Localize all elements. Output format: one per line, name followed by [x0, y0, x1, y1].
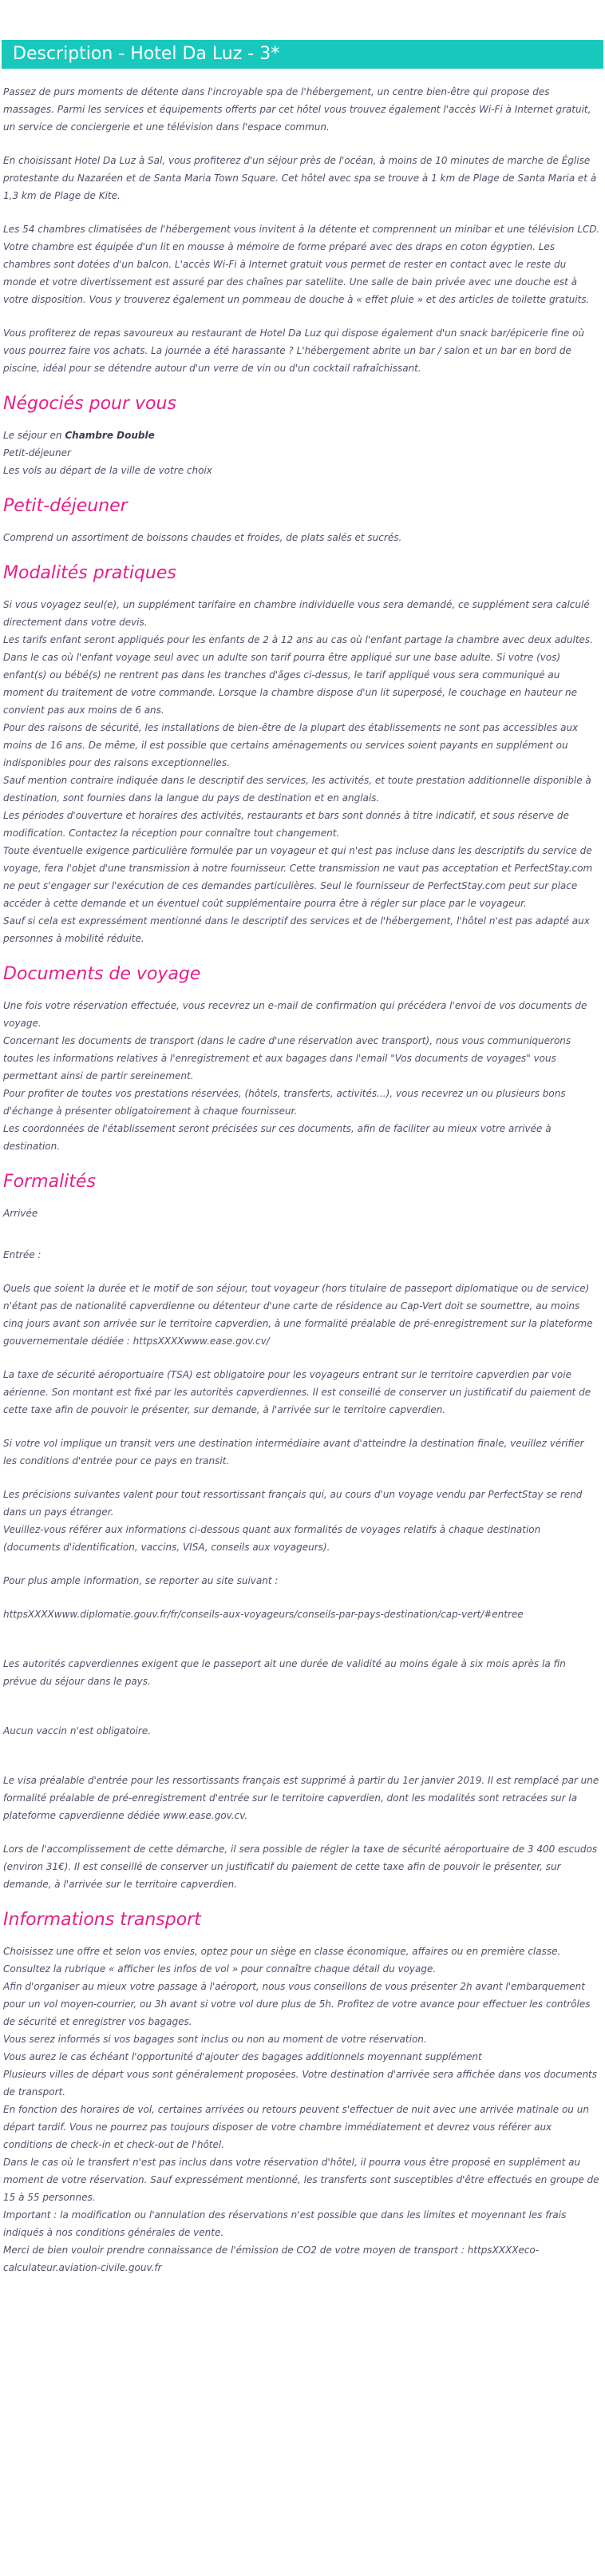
petit-dejeuner-heading: Petit-déjeuner [3, 496, 128, 516]
formalites-url: httpsXXXXwww.diplomatie.gouv.fr/fr/conseils-aux-voyageurs/conseils-par-pays-destination/cap-vert/#entree [3, 1609, 524, 1620]
formalites-heading: Formalités [3, 1172, 96, 1192]
negocies-heading: Négociés pour vous [3, 394, 176, 414]
formalites-paragraph: Lors de l'accomplissement de cette démarche, il sera possible de régler la taxe de sécurité aéroportuaire de 3 400 escudos (environ 31€). Il est conseillé de conserver un justificatif du paiement de cette taxe afin de pouvoir le présenter, sur demande, à l'arrivée sur le territoire capverdien. [3, 1844, 598, 1890]
modalites-line: Toute éventuelle exigence particulière formulée par un voyageur et qui n'est pas incluse dans les descriptifs du service de voyage, fera l'objet d'une transmission à notre fournisseur. Cette transmission ne vaut pas acceptation et PerfectStay.com ne peut s'engager sur l'exécution de ces demandes particulières. Seul le fournisseur de PerfectStay.com peut sur place accéder à cette demande et un éventuel coût supplémentaire pourra être à régler sur place par le voyageur. [3, 845, 593, 909]
transport-line: Vous aurez le cas échéant l'opportunité d'ajouter des bagages additionnels moyennant supplément [3, 2051, 482, 2062]
page [0, 40, 605, 2276]
modalites-line: Les tarifs enfant seront appliqués pour les enfants de 2 à 12 ans au cas où l'enfant partage la chambre avec deux adultes. Dans le cas où l'enfant voyage seul avec un adulte son tarif pourra être appliqué sur une base adulte. Si votre (vos) enfant(s) ou bébé(s) ne rentrent pas dans les tranches d'âges ci-dessus, le tarif appliqué vous sera communiqué au moment du traitement de votre commande. Lorsque la chambre dispose d'un lit superposé, le couchage en hauteur ne convient pas aux moins de 6 ans. [3, 634, 593, 716]
documents-line: Une fois votre réservation effectuée, vous recevrez un e-mail de confirmation qui précédera l'envoi de vos documents de voyage. [3, 1000, 587, 1029]
description-paragraph: Vous profiterez de repas savoureux au restaurant de Hotel Da Luz qui dispose également d'un snack bar/épicerie fine où vous pourrez faire vos achats. La journée a été harassante ? L'hébergement abrite un bar / salon et un bar en bord de piscine, idéal pour se détendre autour d'un verre de vin ou d'un cocktail rafraîchissant. [3, 327, 584, 374]
transport-line: Dans le cas où le transfert n'est pas inclus dans votre réservation d'hôtel, il pourra vous être proposé en supplément au moment de votre réservation. Sauf expressément mentionné, les transferts sont susceptibles d'être effectués en groupe de 15 à 55 personnes. [3, 2157, 599, 2203]
formalites-paragraph: Les précisions suivantes valent pour tout ressortissant français qui, au cours d'un voyage vendu par PerfectStay se rend dans un pays étranger. [3, 1489, 583, 1518]
modalites-heading: Modalités pratiques [3, 563, 176, 583]
negocies-line [2, 427, 603, 444]
formalites-paragraph: Si votre vol implique un transit vers une destination intermédiaire avant d'atteindre la destination finale, veuillez vérifier les conditions d'entrée pour ce pays en transit. [3, 1438, 584, 1467]
modalites-line: Sauf si cela est expressément mentionné dans le descriptif des services et de l'hébergement, l'hôtel n'est pas adapté aux personnes à mobilité réduite. [3, 915, 590, 944]
documents-line: Concernant les documents de transport (dans le cadre d'une réservation avec transport), nous vous communiquerons toutes les informations relatives à l'enregistrement et aux bagages dans l'email "Vos documents de voyages" vous permettant ainsi de partir sereinement. [3, 1035, 571, 1082]
description-paragraph: Les 54 chambres climatisées de l'hébergement vous invitent à la détente et comprennent un minibar et une télévision LCD. Votre chambre est équipée d'un lit en mousse à mémoire de forme préparé avec des draps en coton égyptien. Les chambres sont dotées d'un balcon. L'accès Wi-Fi à Internet gratuit vous permet de rester en contact avec le reste du monde et votre divertissement est assuré par des chaînes par satellite. Une salle de bain privée avec une douche est à votre disposition. Vous y trouverez également un pommeau de douche à « effet pluie » et des articles de toilette gratuits. [3, 224, 600, 305]
formalites-paragraph: Veuillez-vous référer aux informations ci-dessous quant aux formalités de voyages relatifs à chaque destination (documents d'identification, vaccins, VISA, conseils aux voyageurs). [3, 1524, 541, 1553]
transport-line: Afin d'organiser au mieux votre passage à l'aéroport, nous vous conseillons de vous présenter 2h avant l'embarquement pour un vol moyen-courrier, ou 3h avant si votre vol dure plus de 5h. Profitez de votre avance pour effectuer les contrôles de sécurité et enregistrer vos bagages. [3, 1981, 591, 2027]
page-title: Description - Hotel Da Luz - 3* [2, 40, 603, 69]
transport-line: Important : la modification ou l'annulation des réservations n'est possible que dans les limites et moyennant les frais indiqués à nos conditions générales de vente. [3, 2209, 567, 2238]
transport-heading: Informations transport [3, 1910, 201, 1930]
modalites-line: Les périodes d'ouverture et horaires des activités, restaurants et bars sont donnés à titre indicatif, et sous réserve de modification. Contactez la réception pour connaître tout changement. [3, 810, 569, 839]
documents-heading: Documents de voyage [3, 964, 201, 984]
modalites-line: Si vous voyagez seul(e), un supplément tarifaire en chambre individuelle vous sera demandé, ce supplément sera calculé directement dans votre devis. [3, 599, 590, 628]
negocies-prefix: Le séjour en [3, 430, 65, 441]
room-type: Chambre Double [65, 430, 155, 441]
formalites-paragraph: Aucun vaccin n'est obligatoire. [3, 1725, 152, 1737]
formalites-paragraph: Pour plus ample information, se reporter au site suivant : [3, 1575, 279, 1586]
formalites-entree: Entrée : [3, 1249, 42, 1260]
negocies-line: Petit-déjeuner [3, 447, 71, 458]
negocies-line: Les vols au départ de la ville de votre choix [3, 465, 212, 476]
transport-line: Plusieurs villes de départ vous sont généralement proposées. Votre destination d'arrivée sera affichée dans vos documents de transport. [3, 2069, 598, 2098]
formalites-arrivee: Arrivée [3, 1208, 38, 1219]
documents-line: Les coordonnées de l'établissement seront précisées sur ces documents, afin de faciliter au mieux votre arrivée à destination. [3, 1123, 552, 1152]
transport-line: Consultez la rubrique « afficher les infos de vol » pour connaître chaque détail du voyage. [3, 1963, 437, 1975]
formalites-paragraph: Quels que soient la durée et le motif de son séjour, tout voyageur (hors titulaire de passeport diplomatique ou de service) n'étant pas de nationalité capverdienne ou détenteur d'une carte de résidence au Cap-Vert doit se soumettre, au moins cinq jours avant son arrivée sur le territoire capverdien, à une formalité préalable de pré-enregistrement sur la plateforme gouvernementale dédiée : httpsXXXXwww.ease.gov.cv/ [3, 1283, 593, 1347]
transport-line: Vous serez informés si vos bagages sont inclus ou non au moment de votre réservation. [3, 2034, 427, 2045]
transport-line: En fonction des horaires de vol, certaines arrivées ou retours peuvent s'effectuer de nuit avec une arrivée matinale ou un départ tardif. Vous ne pourrez pas toujours disposer de votre chambre immédiatement et devrez vous référer aux conditions de check-in et check-out de l'hôtel. [3, 2104, 589, 2150]
formalites-paragraph: La taxe de sécurité aéroportuaire (TSA) est obligatoire pour les voyageurs entrant sur le territoire capverdien par voie aérienne. Son montant est fixé par les autorités capverdiennes. Il est conseillé de conserver un justificatif du paiement de cette taxe afin de pouvoir le présenter, sur demande, à l'arrivée sur le territoire capverdien. [3, 1369, 591, 1415]
description-paragraph: En choisissant Hotel Da Luz à Sal, vous profiterez d'un séjour près de l'océan, à moins de 10 minutes de marche de Église protestante du Nazaréen et de Santa Maria Town Square. Cet hôtel avec spa se trouve à 1 km de Plage de Santa Maria et à 1,3 km de Plage de Kite. [3, 155, 597, 201]
petit-dejeuner-text: Comprend un assortiment de boissons chaudes et froides, de plats salés et sucrés. [3, 532, 402, 543]
modalites-line: Pour des raisons de sécurité, les installations de bien-être de la plupart des établissements ne sont pas accessibles aux moins de 16 ans. De même, il est possible que certains aménagements ou services soient payants en supplément ou indisponibles pour des raisons exceptionnelles. [3, 722, 579, 768]
description-paragraph: Passez de purs moments de détente dans l'incroyable spa de l'hébergement, un centre bien-être qui propose des massages. Parmi les services et équipements offerts par cet hôtel vous trouvez également l'accès Wi-Fi à Internet gratuit, un service de conciergerie et une télévision dans l'espace commun. [3, 86, 591, 133]
modalites-line: Sauf mention contraire indiquée dans le descriptif des services, les activités, et toute prestation additionnelle disponible à destination, sont fournies dans la langue du pays de destination et en anglais. [3, 775, 591, 804]
documents-line: Pour profiter de toutes vos prestations réservées, (hôtels, transferts, activités...), vous recevrez un ou plusieurs bons d'échange à présenter obligatoirement à chaque fournisseur. [3, 1088, 566, 1117]
transport-line: Choisissez une offre et selon vos envies, optez pour un siège en classe économique, affaires ou en première classe. [3, 1946, 561, 1957]
formalites-paragraph: Le visa préalable d'entrée pour les ressortissants français est supprimé à partir du 1er janvier 2019. Il est remplacé par une formalité préalable de pré-enregistrement d'entrée sur le territoire capverdien, dont les modalités sont retracées sur la plateforme capverdienne dédiée www.ease.gov.cv. [3, 1775, 599, 1821]
formalites-paragraph: Les autorités capverdiennes exigent que le passeport ait une durée de validité au moins égale à six mois après la fin prévue du séjour dans le pays. [3, 1658, 566, 1687]
transport-line: Merci de bien vouloir prendre connaissance de l'émission de CO2 de votre moyen de transport : httpsXXXXeco-calculateur.aviation-civile.gouv.fr [3, 2245, 540, 2273]
